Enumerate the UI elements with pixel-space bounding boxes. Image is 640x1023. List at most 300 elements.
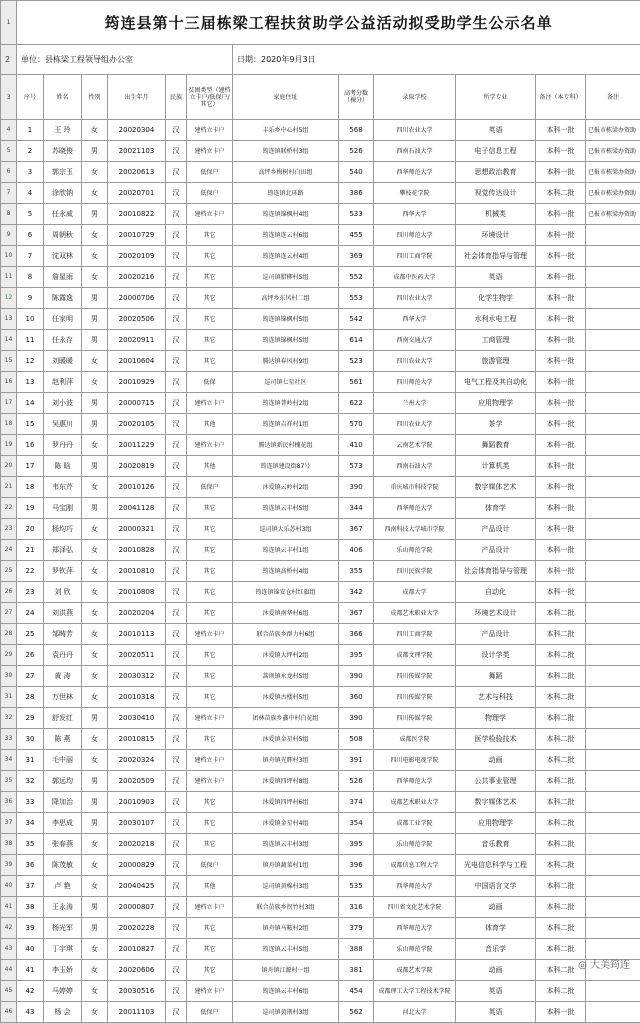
table-cell[interactable]: 筠连镇锦枫村5组 [233,330,339,351]
table-cell[interactable]: 汉 [166,771,187,792]
table-cell[interactable]: 31 [17,750,44,771]
table-cell[interactable]: 20010828 [108,540,166,561]
table-cell[interactable]: 数字媒体艺术 [456,792,536,813]
table-cell[interactable]: 公共事业管理 [456,771,536,792]
table-cell[interactable]: 20020228 [108,918,166,939]
table-cell[interactable]: 13 [17,372,44,393]
table-cell[interactable]: 其它 [187,498,233,519]
table-cell[interactable]: 男 [82,330,108,351]
table-cell[interactable]: 其它 [187,519,233,540]
table-cell[interactable]: 汉 [166,288,187,309]
table-cell[interactable]: 其它 [187,267,233,288]
table-cell[interactable]: 汉 [166,477,187,498]
table-cell[interactable]: 沐爱镇金星村5组 [233,729,339,750]
table-cell[interactable]: 巡司镇腊柳村5组 [233,267,339,288]
table-cell[interactable]: 吴惠川 [44,414,82,435]
table-cell[interactable]: 罗丹丹 [44,435,82,456]
table-cell[interactable]: 重庆城市科技学院 [374,477,456,498]
table-cell[interactable]: 395 [339,834,374,855]
table-cell[interactable]: 本科一批 [536,393,586,414]
table-cell[interactable]: 汉 [166,540,187,561]
table-cell[interactable]: 汉 [166,708,187,729]
table-cell[interactable]: 29 [17,708,44,729]
table-cell[interactable]: 汉 [166,372,187,393]
table-cell[interactable]: 舒发红 [44,708,82,729]
row-number[interactable]: 4 [1,120,17,141]
table-cell[interactable]: 9 [17,288,44,309]
table-cell[interactable]: 女 [82,939,108,960]
table-cell[interactable]: 女 [82,162,108,183]
table-cell[interactable]: 男 [82,918,108,939]
table-cell[interactable]: 561 [339,372,374,393]
table-cell[interactable]: 沐爱镇大坪村2组 [233,645,339,666]
table-cell[interactable]: 沐爱镇古楼村5组 [233,687,339,708]
table-cell[interactable]: 汉 [166,1002,187,1023]
table-cell[interactable]: 云南艺术学院 [374,435,456,456]
table-cell[interactable]: 汉 [166,750,187,771]
table-cell[interactable]: 其它 [187,666,233,687]
table-cell[interactable]: 本科一批 [536,540,586,561]
table-cell[interactable]: 20010815 [108,729,166,750]
table-cell[interactable]: 赵利萍 [44,372,82,393]
table-cell[interactable]: 动画 [456,750,536,771]
table-cell[interactable]: 其它 [187,960,233,981]
table-cell[interactable]: 本科二批 [536,792,586,813]
table-cell[interactable]: 汉 [166,561,187,582]
table-cell[interactable] [586,624,640,645]
table-cell[interactable]: 其他 [187,876,233,897]
table-cell[interactable]: 丁宇琪 [44,939,82,960]
table-cell[interactable]: 机械类 [456,204,536,225]
table-cell[interactable]: 四川工商学院 [374,624,456,645]
table-cell[interactable]: 38 [17,897,44,918]
table-cell[interactable]: 四川农业大学 [374,414,456,435]
table-cell[interactable]: 音乐教育 [456,834,536,855]
table-cell[interactable]: 筠连镇锦枫村4组 [233,204,339,225]
table-cell[interactable]: 20020218 [108,834,166,855]
table-cell[interactable]: 女 [82,561,108,582]
table-cell[interactable]: 李玉娇 [44,960,82,981]
table-cell[interactable] [586,729,640,750]
table-cell[interactable]: 本科二批 [536,645,586,666]
table-cell[interactable]: 周朝秋 [44,225,82,246]
table-cell[interactable]: 女 [82,960,108,981]
table-cell[interactable]: 筠连镇锦枫村5组 [233,309,339,330]
table-cell[interactable]: 男 [82,813,108,834]
table-cell[interactable]: 中国语言文学 [456,876,536,897]
table-cell[interactable]: 28 [17,687,44,708]
row-number[interactable]: 42 [1,918,17,939]
table-cell[interactable]: 汉 [166,876,187,897]
table-cell[interactable] [586,834,640,855]
table-cell[interactable]: 乐山师范学院 [374,834,456,855]
table-cell[interactable]: 本科一批 [536,372,586,393]
table-cell[interactable]: 降加治 [44,792,82,813]
table-cell[interactable]: 汉 [166,645,187,666]
table-cell[interactable]: 379 [339,918,374,939]
table-cell[interactable]: 女 [82,645,108,666]
table-cell[interactable]: 电子信息工程 [456,141,536,162]
table-cell[interactable]: 20000706 [108,288,166,309]
row-number[interactable]: 39 [1,855,17,876]
table-cell[interactable]: 本科一批 [536,1002,586,1023]
table-cell[interactable]: 本科二批 [536,624,586,645]
table-cell[interactable]: 筠连镇云丰村5组 [233,498,339,519]
table-cell[interactable]: 建档立卡户 [187,393,233,414]
table-cell[interactable]: 高坪乡东风村二组 [233,288,339,309]
table-cell[interactable]: 367 [339,603,374,624]
table-cell[interactable]: 508 [339,729,374,750]
table-cell[interactable]: 攀枝花学院 [374,183,456,204]
table-cell[interactable]: 391 [339,750,374,771]
table-cell[interactable]: 四川传媒学院 [374,708,456,729]
table-cell[interactable]: 本科二批 [536,603,586,624]
table-cell[interactable]: 杨光军 [44,918,82,939]
table-cell[interactable]: 任永威 [44,204,82,225]
table-cell[interactable]: 巡司镇七星社区 [233,372,339,393]
row-number[interactable]: 25 [1,561,17,582]
table-cell[interactable]: 男 [82,897,108,918]
table-cell[interactable]: 舞蹈教育 [456,435,536,456]
table-cell[interactable]: 26 [17,645,44,666]
table-cell[interactable]: 筠连镇北环路 [233,183,339,204]
table-cell[interactable] [586,918,640,939]
table-cell[interactable]: 20030107 [108,813,166,834]
table-cell[interactable]: 计算机类 [456,456,536,477]
table-cell[interactable]: 杨均巧 [44,519,82,540]
table-cell[interactable]: 四川师范大学 [374,372,456,393]
table-cell[interactable]: 20011229 [108,435,166,456]
table-cell[interactable]: 523 [339,351,374,372]
table-cell[interactable]: 20030516 [108,981,166,1002]
table-cell[interactable]: 四川工商学院 [374,246,456,267]
table-cell[interactable]: 37 [17,876,44,897]
table-cell[interactable]: 本科一批 [536,519,586,540]
table-cell[interactable]: 5 [17,204,44,225]
table-cell[interactable]: 女 [82,540,108,561]
table-cell[interactable]: 女 [82,582,108,603]
table-cell[interactable]: 汉 [166,603,187,624]
table-cell[interactable]: 汉 [166,813,187,834]
table-cell[interactable]: 女 [82,729,108,750]
table-cell[interactable]: 本科一批 [536,120,586,141]
table-cell[interactable]: 化学生物学 [456,288,536,309]
table-cell[interactable]: 刘 欣 [44,582,82,603]
table-cell[interactable] [586,435,640,456]
table-cell[interactable]: 沐爱镇云岭村2组 [233,477,339,498]
row-number[interactable]: 32 [1,708,17,729]
table-cell[interactable]: 男 [82,498,108,519]
row-number[interactable]: 19 [1,435,17,456]
row-number[interactable]: 35 [1,771,17,792]
table-cell[interactable]: 573 [339,456,374,477]
table-cell[interactable]: 汉 [166,855,187,876]
table-cell[interactable] [586,267,640,288]
table-cell[interactable]: 应用物理学 [456,393,536,414]
table-cell[interactable]: 本科一批 [536,477,586,498]
table-cell[interactable]: 西华师范大学 [374,771,456,792]
table-cell[interactable]: 丰乐乡中心村5组 [233,120,339,141]
row-number[interactable]: 24 [1,540,17,561]
table-cell[interactable]: 20020613 [108,162,166,183]
table-cell[interactable]: 筠连镇连云村4组 [233,246,339,267]
table-cell[interactable]: 汉 [166,519,187,540]
table-cell[interactable]: 男 [82,708,108,729]
table-cell[interactable]: 韦东芹 [44,477,82,498]
table-cell[interactable]: 本科一批 [536,414,586,435]
table-cell[interactable]: 11 [17,330,44,351]
table-cell[interactable]: 四川电影电视学院 [374,750,456,771]
table-cell[interactable]: 20010604 [108,351,166,372]
table-cell[interactable]: 39 [17,918,44,939]
table-cell[interactable]: 设计学类 [456,645,536,666]
table-cell[interactable]: 374 [339,792,374,813]
table-cell[interactable]: 4 [17,183,44,204]
table-cell[interactable]: 本科二批 [536,687,586,708]
table-cell[interactable]: 王 玲 [44,120,82,141]
table-cell[interactable]: 42 [17,981,44,1002]
table-cell[interactable]: 342 [339,582,374,603]
table-cell[interactable]: 本科一批 [536,330,586,351]
table-cell[interactable]: 马宝刚 [44,498,82,519]
table-cell[interactable]: 本科二批 [536,183,586,204]
table-cell[interactable]: 涂欣钠 [44,183,82,204]
table-cell[interactable] [586,813,640,834]
table-cell[interactable]: 其它 [187,582,233,603]
table-cell[interactable]: 20020304 [108,120,166,141]
table-cell[interactable]: 20020606 [108,960,166,981]
table-cell[interactable]: 艺术与科技 [456,687,536,708]
table-cell[interactable]: 20000321 [108,519,166,540]
table-cell[interactable]: 工商管理 [456,330,536,351]
table-cell[interactable]: 陈茂敏 [44,855,82,876]
table-cell[interactable]: 沐爱镇四坪村8组 [233,771,339,792]
table-cell[interactable] [586,981,640,1002]
table-cell[interactable]: 建档立卡户 [187,624,233,645]
table-cell[interactable]: 20010113 [108,624,166,645]
table-cell[interactable]: 张春燕 [44,834,82,855]
table-cell[interactable]: 女 [82,120,108,141]
table-cell[interactable]: 汉 [166,666,187,687]
table-cell[interactable]: 455 [339,225,374,246]
table-cell[interactable]: 其它 [187,834,233,855]
table-cell[interactable]: 汉 [166,624,187,645]
table-cell[interactable]: 西华大学 [374,204,456,225]
table-cell[interactable]: 沐爱镇四坪村6组 [233,792,339,813]
table-cell[interactable]: 其它 [187,729,233,750]
table-cell[interactable]: 沐爱镇金星村4组 [233,813,339,834]
table-cell[interactable]: 20020204 [108,603,166,624]
table-cell[interactable]: 其它 [187,939,233,960]
table-cell[interactable]: 553 [339,288,374,309]
table-cell[interactable]: 本科二批 [536,666,586,687]
table-cell[interactable]: 汉 [166,939,187,960]
row-number[interactable]: 2 [1,45,17,75]
table-cell[interactable]: 乐山师范学院 [374,540,456,561]
table-cell[interactable]: 黄 涛 [44,666,82,687]
row-number[interactable]: 29 [1,645,17,666]
table-cell[interactable]: 西南石油大学 [374,141,456,162]
table-cell[interactable]: 光电信息科学与工程 [456,855,536,876]
table-cell[interactable]: 四川民族学院 [374,561,456,582]
table-cell[interactable]: 四川传媒学院 [374,687,456,708]
table-cell[interactable]: 女 [82,225,108,246]
table-cell[interactable]: 其它 [187,645,233,666]
table-cell[interactable]: 镇舟镇光辉村3组 [233,750,339,771]
table-cell[interactable]: 23 [17,582,44,603]
table-cell[interactable]: 406 [339,540,374,561]
table-cell[interactable]: 41 [17,960,44,981]
table-cell[interactable]: 本科二批 [536,918,586,939]
table-cell[interactable]: 万世林 [44,687,82,708]
table-cell[interactable]: 汉 [166,393,187,414]
table-cell[interactable]: 电气工程及其自动化 [456,372,536,393]
table-cell[interactable]: 筠连镇云丰村5组 [233,939,339,960]
table-cell[interactable]: 建档立卡户 [187,771,233,792]
table-cell[interactable]: 其它 [187,309,233,330]
table-cell[interactable]: 建档立卡户 [187,981,233,1002]
row-number[interactable]: 26 [1,582,17,603]
table-cell[interactable]: 筠连镇云丰村6组 [233,981,339,1002]
table-cell[interactable]: 成都大学 [374,582,456,603]
table-cell[interactable]: 女 [82,351,108,372]
table-cell[interactable]: 汉 [166,120,187,141]
table-cell[interactable]: 16 [17,435,44,456]
table-cell[interactable]: 20010903 [108,792,166,813]
table-cell[interactable]: 成都文理学院 [374,645,456,666]
table-cell[interactable]: 535 [339,876,374,897]
table-cell[interactable]: 2 [17,141,44,162]
table-cell[interactable]: 男 [82,204,108,225]
table-cell[interactable]: 西华大学 [374,309,456,330]
table-cell[interactable]: 20011103 [108,1002,166,1023]
table-cell[interactable]: 542 [339,309,374,330]
table-cell[interactable]: 成都艺术职业大学 [374,603,456,624]
table-cell[interactable]: 成都信息工程大学 [374,855,456,876]
table-cell[interactable]: 20041128 [108,498,166,519]
table-cell[interactable]: 汉 [166,729,187,750]
table-cell[interactable]: 腾达镇春风村9组 [233,351,339,372]
table-cell[interactable]: 西华师范大学 [374,918,456,939]
table-cell[interactable] [586,393,640,414]
table-cell[interactable]: 汉 [166,183,187,204]
table-cell[interactable]: 筠连镇普岭村2组 [233,393,339,414]
table-cell[interactable]: 联合苗族乡拐竹村3组 [233,897,339,918]
table-cell[interactable]: 舞蹈 [456,666,536,687]
table-cell[interactable]: 马婷婷 [44,981,82,1002]
table-cell[interactable]: 建档立卡户 [187,120,233,141]
table-cell[interactable]: 思想政治教育 [456,162,536,183]
table-cell[interactable]: 其它 [187,225,233,246]
table-cell[interactable] [586,477,640,498]
table-cell[interactable] [586,708,640,729]
table-cell[interactable]: 四川农业大学 [374,288,456,309]
table-cell[interactable]: 本科二批 [536,939,586,960]
table-cell[interactable]: 367 [339,519,374,540]
table-cell[interactable]: 526 [339,771,374,792]
row-number[interactable]: 30 [1,666,17,687]
table-cell[interactable]: 体育学 [456,498,536,519]
table-cell[interactable]: 其它 [187,813,233,834]
table-cell[interactable]: 汉 [166,981,187,1002]
table-cell[interactable]: 381 [339,960,374,981]
table-cell[interactable]: 360 [339,687,374,708]
table-cell[interactable]: 17 [17,456,44,477]
table-cell[interactable]: 郑泽弘 [44,540,82,561]
table-cell[interactable]: 女 [82,435,108,456]
row-number[interactable]: 40 [1,876,17,897]
row-number[interactable]: 1 [1,1,17,45]
table-cell[interactable] [586,288,640,309]
table-cell[interactable]: 男 [82,456,108,477]
table-cell[interactable]: 西南科技大学城市学院 [374,519,456,540]
table-cell[interactable]: 镇舟镇马鞍村2组 [233,918,339,939]
table-cell[interactable]: 20010810 [108,561,166,582]
table-cell[interactable]: 女 [82,834,108,855]
table-cell[interactable]: 建档立卡户 [187,750,233,771]
row-number[interactable]: 5 [1,141,17,162]
table-cell[interactable]: 陈 晗 [44,456,82,477]
table-cell[interactable]: 20030312 [108,666,166,687]
table-cell[interactable]: 本科一批 [536,456,586,477]
table-cell[interactable]: 本科二批 [536,708,586,729]
table-cell[interactable] [586,246,640,267]
table-cell[interactable]: 巡司镇黄棉村3组 [233,876,339,897]
table-cell[interactable]: 36 [17,855,44,876]
table-cell[interactable]: 女 [82,477,108,498]
table-cell[interactable]: 女 [82,624,108,645]
table-cell[interactable]: 316 [339,897,374,918]
table-cell[interactable]: 其它 [187,603,233,624]
table-cell[interactable]: 344 [339,498,374,519]
table-cell[interactable]: 镇舟镇蔬菜村1组 [233,855,339,876]
table-cell[interactable]: 汉 [166,204,187,225]
table-cell[interactable]: 20020109 [108,246,166,267]
table-cell[interactable]: 本科一批 [536,288,586,309]
table-cell[interactable]: 兰州大学 [374,393,456,414]
table-cell[interactable]: 20010827 [108,939,166,960]
table-cell[interactable]: 3 [17,162,44,183]
table-cell[interactable]: 物理学 [456,708,536,729]
table-cell[interactable]: 成都艺术学院 [374,960,456,981]
table-cell[interactable]: 12 [17,351,44,372]
table-cell[interactable]: 本科一批 [536,498,586,519]
table-cell[interactable]: 20010729 [108,225,166,246]
table-cell[interactable]: 20020105 [108,414,166,435]
table-cell[interactable]: 女 [82,855,108,876]
row-number[interactable]: 28 [1,624,17,645]
row-number[interactable]: 11 [1,267,17,288]
table-cell[interactable]: 汉 [166,225,187,246]
table-cell[interactable]: 10 [17,309,44,330]
table-cell[interactable]: 汉 [166,414,187,435]
table-cell[interactable]: 筠连镇连云村6组 [233,225,339,246]
table-cell[interactable]: 20020324 [108,750,166,771]
table-cell[interactable]: 女 [82,372,108,393]
table-cell[interactable]: 533 [339,204,374,225]
table-cell[interactable]: 14 [17,393,44,414]
table-cell[interactable]: 女 [82,876,108,897]
row-number[interactable]: 27 [1,603,17,624]
table-cell[interactable]: 20010822 [108,204,166,225]
row-number[interactable]: 21 [1,477,17,498]
table-cell[interactable]: 苏晓俊 [44,141,82,162]
row-number[interactable]: 3 [1,75,17,120]
table-cell[interactable]: 产品设计 [456,519,536,540]
table-cell[interactable]: 英语 [456,267,536,288]
table-cell[interactable]: 筠连镇高桥村4组 [233,561,339,582]
table-cell[interactable]: 腾达镇新民村槐花组 [233,435,339,456]
